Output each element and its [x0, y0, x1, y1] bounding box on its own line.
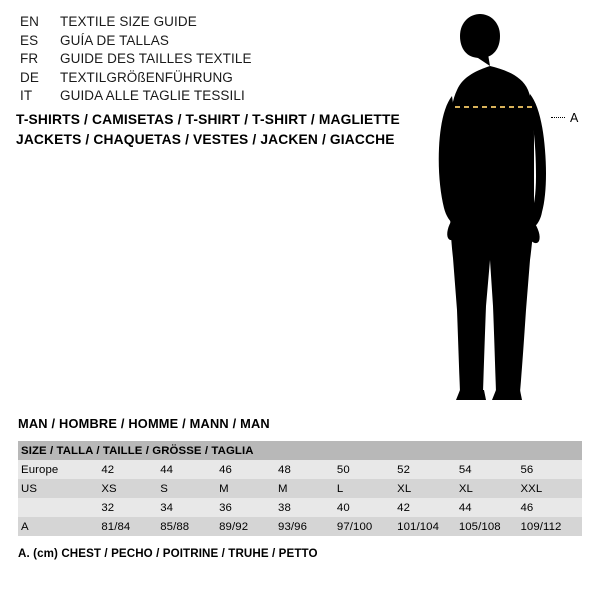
- language-row: [20, 70, 380, 89]
- table-cell: 101/104: [397, 517, 459, 536]
- table-cell: XS: [101, 479, 160, 498]
- table-header-label: SIZE / TALLA / TAILLE / GRÖSSE / TAGLIA: [18, 441, 582, 460]
- table-cell: 42: [101, 460, 160, 479]
- language-text: GUIDE DES TAILLES TEXTILE: [60, 51, 252, 67]
- table-cell: 109/112: [520, 517, 582, 536]
- language-text: TEXTILE SIZE GUIDE: [60, 14, 197, 29]
- language-text: GUIDA ALLE TAGLIE TESSILI: [60, 88, 245, 104]
- row-label: [18, 498, 101, 517]
- row-label: US: [18, 479, 101, 498]
- table-row: [18, 517, 582, 536]
- table-cell: 40: [337, 498, 397, 517]
- category-tshirts: T-SHIRTS / CAMISETAS / T-SHIRT / T-SHIRT / MAGLIETTE: [16, 112, 400, 127]
- table-cell: S: [160, 479, 219, 498]
- male-figure-illustration: [400, 10, 600, 410]
- table-cell: 52: [397, 460, 459, 479]
- table-cell: M: [219, 479, 278, 498]
- table-cell: 81/84: [101, 517, 160, 536]
- category-headings: [16, 110, 416, 150]
- size-table-wrapper: [18, 441, 582, 536]
- table-cell: 56: [520, 460, 582, 479]
- table-cell: 42: [397, 498, 459, 517]
- table-cell: 85/88: [160, 517, 219, 536]
- language-list: [20, 14, 380, 107]
- language-text: TEXTILGRÖßENFÜHRUNG: [60, 69, 233, 85]
- language-text: GUÍA DE TALLAS: [60, 32, 169, 48]
- table-cell: 97/100: [337, 517, 397, 536]
- table-cell: 105/108: [459, 517, 521, 536]
- table-cell: XL: [397, 479, 459, 498]
- table-row: [18, 498, 582, 517]
- language-row: [20, 33, 380, 52]
- measure-leader-line: [551, 117, 565, 118]
- table-title: MAN / HOMBRE / HOMME / MANN / MAN: [18, 416, 270, 431]
- table-cell: 38: [278, 498, 337, 517]
- table-cell: 34: [160, 498, 219, 517]
- table-row: [18, 460, 582, 479]
- size-table: [18, 441, 582, 536]
- language-code: DE: [20, 69, 39, 85]
- language-row: [20, 88, 380, 107]
- measure-label-a: A: [570, 111, 579, 125]
- table-cell: L: [337, 479, 397, 498]
- table-cell: 54: [459, 460, 521, 479]
- table-cell: 93/96: [278, 517, 337, 536]
- table-header-row: [18, 441, 582, 460]
- language-code: EN: [20, 14, 39, 29]
- table-cell: 32: [101, 498, 160, 517]
- table-cell: 36: [219, 498, 278, 517]
- table-cell: XL: [459, 479, 521, 498]
- table-cell: 46: [219, 460, 278, 479]
- table-cell: 48: [278, 460, 337, 479]
- table-footnote: A. (cm) CHEST / PECHO / POITRINE / TRUHE / PETTO: [18, 547, 318, 560]
- language-code: FR: [20, 51, 39, 67]
- table-cell: 89/92: [219, 517, 278, 536]
- language-row: [20, 14, 380, 33]
- table-row: [18, 479, 582, 498]
- row-label: A: [18, 517, 101, 536]
- table-cell: 46: [520, 498, 582, 517]
- table-cell: 44: [459, 498, 521, 517]
- table-cell: XXL: [520, 479, 582, 498]
- row-label: Europe: [18, 460, 101, 479]
- category-jackets: JACKETS / CHAQUETAS / VESTES / JACKEN / GIACCHE: [16, 132, 395, 147]
- language-code: IT: [20, 88, 33, 104]
- table-cell: 44: [160, 460, 219, 479]
- language-row: [20, 51, 380, 70]
- language-code: ES: [20, 32, 39, 48]
- table-cell: M: [278, 479, 337, 498]
- table-cell: 50: [337, 460, 397, 479]
